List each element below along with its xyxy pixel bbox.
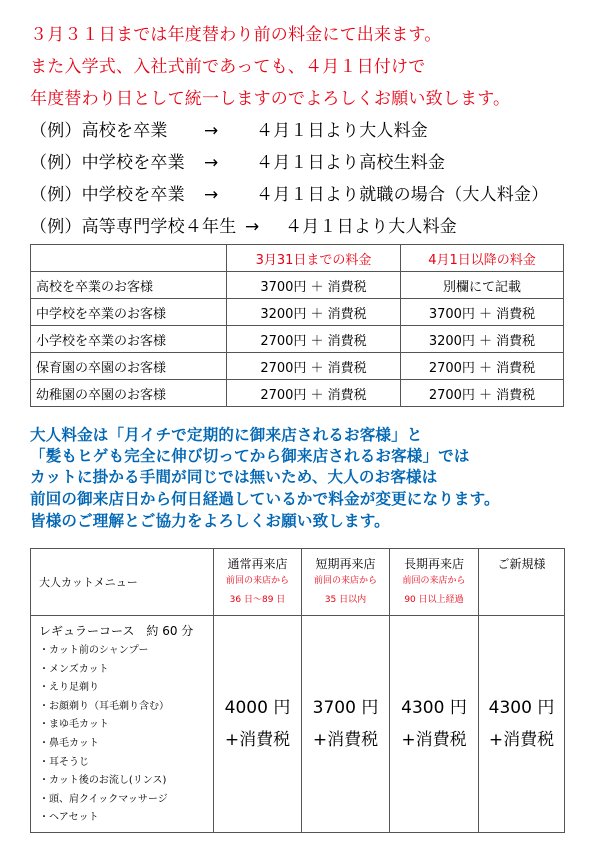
example-4 [30,217,457,237]
example-label: （例）高等専門学校４年生 [30,217,237,237]
course-details [31,616,214,833]
table-cell: 別欄にて記載 [401,272,564,299]
table-cell: 保育園の卒園のお客様 [31,353,227,380]
example-3 [30,185,549,205]
table-cell: 2700円 ＋ 消費税 [227,326,401,353]
list-item: ・お顔剃り（耳毛剃り含む） [39,700,169,712]
list-item: ・まゆ毛カット [39,719,109,731]
intro-red-line-2: また入学式、入社式前であっても、４月１日付けで [30,57,426,77]
price-cell-long [390,616,479,833]
column-name: 短期再来店 [315,556,376,571]
column-sub: 前回の来店から [402,575,466,586]
column-header-regular [214,549,302,616]
table-cell: 3200円 ＋ 消費税 [401,326,564,353]
tax-label: +消費税 [401,729,467,750]
example-1 [30,121,428,141]
table-row [31,326,564,353]
intro-red-line-1: ３月３１日までは年度替わり前の料金にて出来ます。 [30,25,442,45]
example-result: ４月１日より大人料金 [285,217,457,237]
list-item: ・カット前のシャンプー [39,645,149,656]
price-cell-short [302,616,390,833]
price: 4000 円 [224,697,291,718]
table-cell: 2700円 ＋ 消費税 [227,380,401,407]
column-sub: 前回の来店から [313,575,377,586]
list-item: ・メンズカット [39,663,109,675]
intro-red-line-3: 年度替わり日として統一しますのでよろしくお願い致します。 [30,89,511,109]
table-row [31,272,564,299]
column-sub: 36 日～89 日 [229,594,286,605]
adult-table-course-row [31,616,565,833]
table-cell: 3200円 ＋ 消費税 [227,299,401,326]
list-item: ・えり足剃り [39,682,99,694]
notice-line-1: 大人料金は「月イチで定期的に御来店されるお客様」と [30,426,423,444]
table-header-cell: 3月31日までの料金 [227,245,401,272]
example-label: （例）中学校を卒業 [30,153,185,173]
tax-label: +消費税 [312,729,379,750]
arrow-icon: → [245,217,260,237]
table-cell: 2700円 ＋ 消費税 [227,353,401,380]
notice-line-2: 「髪もヒゲも完全に伸び切ってから御来店されるお客様」では [30,447,470,465]
table-row [31,353,564,380]
adult-table-header-row [31,549,565,616]
price: 4300 円 [488,697,555,718]
example-result: ４月１日より大人料金 [256,121,428,141]
table-cell: 中学校を卒業のお客様 [31,299,227,326]
price: 4300 円 [401,697,467,718]
table-row [31,299,564,326]
arrow-icon: → [204,121,219,141]
table-header-cell: 4月1日以降の料金 [401,245,564,272]
list-item: ・カット後のお流し(リンス) [39,775,167,787]
arrow-icon: → [204,185,219,205]
column-sub: 35 日以内 [324,594,367,605]
column-sub: 90 日以上経過 [404,594,464,605]
column-header-short [302,549,390,616]
column-name: ご新規様 [497,557,546,571]
table-cell: 小学校を卒業のお客様 [31,326,227,353]
table-cell: 幼稚園の卒園のお客様 [31,380,227,407]
price-cell-new [479,616,565,833]
list-item: ・ヘアセット [39,812,99,824]
list-item: ・鼻毛カット [39,737,99,749]
menu-header: 大人カットメニュー [31,549,214,616]
column-header-new [479,549,565,616]
column-name: 通常再来店 [227,556,288,571]
list-item: ・耳そうじ [39,756,89,768]
table-header-row [31,245,564,272]
table-row [31,380,564,407]
example-result: ４月１日より就職の場合（大人料金） [256,185,549,205]
student-price-table [30,244,564,407]
notice-line-3: カットに掛かる手間が同じでは無いため、大人のお客様は [30,468,438,486]
column-name: 長期再来店 [403,556,464,571]
arrow-icon: → [204,153,219,173]
table-cell: 2700円 ＋ 消費税 [401,380,564,407]
list-item: ・頭、肩クイックマッサージ [39,793,168,805]
column-sub: 前回の来店から [225,575,289,586]
table-cell: 3700円 ＋ 消費税 [401,299,564,326]
table-cell: 高校を卒業のお客様 [31,272,227,299]
price-cell-regular [214,616,302,833]
price: 3700 円 [312,697,379,718]
tax-label: +消費税 [488,729,555,750]
notice-line-5: 皆様のご理解とご協力をよろしくお願い致します。 [30,512,390,530]
example-2 [30,153,446,173]
example-label: （例）中学校を卒業 [30,185,185,205]
table-cell: 2700円 ＋ 消費税 [401,353,564,380]
tax-label: +消費税 [224,729,291,750]
adult-menu-table [30,548,565,833]
course-title: レギュラーコース 約 60 分 [39,624,194,638]
example-result: ４月１日より高校生料金 [256,153,446,173]
notice-line-4: 前回の御来店日から何日経過しているかで料金が変更になります。 [30,490,500,508]
example-label: （例）高校を卒業 [30,121,168,141]
table-cell: 3700円 ＋ 消費税 [227,272,401,299]
column-header-long [390,549,479,616]
table-header-cell [31,245,227,272]
